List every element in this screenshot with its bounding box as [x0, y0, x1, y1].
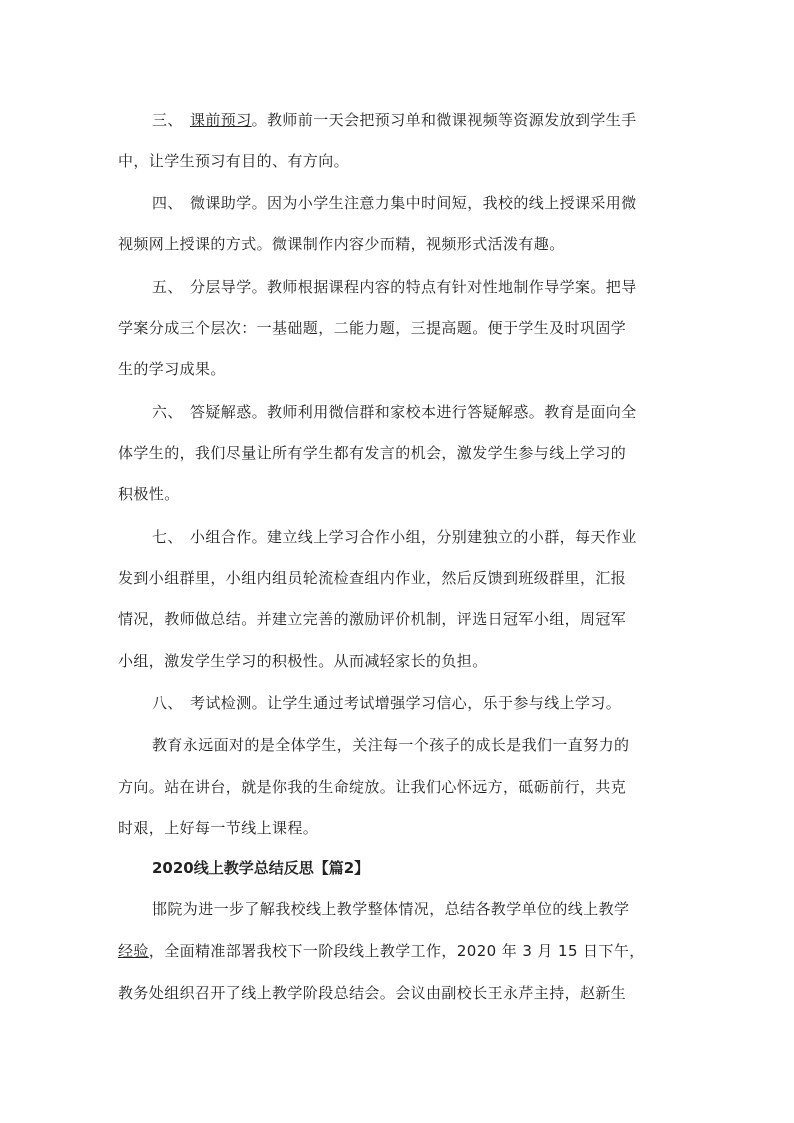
text-line: [152, 402, 637, 422]
text-segment: 。教师前一天会把预习单和微课视频等资源发放到学生手: [251, 111, 637, 129]
text-segment: 学案分成三个层次：一基础题，二能力题，三提高题。便于学生及时巩固学: [118, 319, 627, 337]
text-segment: 情况，教师做总结。并建立完善的激励评价机制，评选日冠军小组，周冠军: [118, 610, 627, 628]
item-number: 五、: [152, 278, 183, 296]
item-number: 六、: [152, 403, 183, 421]
text-segment: 中，让学生预习有目的、有方向。: [118, 152, 350, 170]
text-line: [152, 110, 637, 130]
text-line: [152, 693, 621, 713]
item-number: 七、: [152, 528, 183, 546]
text-line: [118, 651, 488, 671]
text-line: [118, 443, 626, 463]
text-line: [152, 527, 637, 547]
text-segment: 小组合作。建立线上学习合作小组，分别建独立的小群，每天作业: [190, 528, 637, 546]
text-line: [152, 277, 637, 297]
text-line: [118, 941, 645, 961]
text-line: [118, 568, 626, 588]
item-number: 八、: [152, 694, 183, 712]
item-number: 四、: [152, 194, 183, 212]
text-segment: 体学生的，我们尽量让所有学生都有发言的机会，激发学生参与线上学习的: [118, 444, 627, 462]
text-line: [118, 359, 226, 379]
text-line: [118, 818, 318, 838]
text-segment: 方向。站在讲台，就是你我的生命绽放。让我们心怀远方，砥砺前行，共克: [118, 778, 627, 796]
text-line: [152, 735, 629, 755]
text-segment: 时艰，上好每一节线上课程。: [118, 819, 319, 837]
text-segment: 视频网上授课的方式。微课制作内容少而精，视频形式活泼有趣。: [118, 235, 565, 253]
text-line: [118, 777, 626, 797]
text-line: [118, 318, 626, 338]
text-segment: 教育永远面对的是全体学生，关注每一个孩子的成长是我们一直努力的: [152, 736, 630, 754]
text-segment: 积极性。: [118, 485, 180, 503]
text-segment: ，全面精准部署我校下一阶段线上教学工作，2020 年 3 月 15 日下午，: [148, 942, 645, 960]
text-line: [118, 151, 349, 171]
text-line: [152, 899, 629, 919]
text-line: [118, 234, 565, 254]
text-segment: 教务处组织召开了线上教学阶段总结会。会议由副校长王永芹主持，赵新生: [118, 984, 627, 1002]
text-line: [118, 983, 626, 1003]
text-line: [118, 609, 626, 629]
text-segment: 微课助学。因为小学生注意力集中时间短，我校的线上授课采用微: [190, 194, 637, 212]
inline-link[interactable]: 课前预习: [190, 111, 252, 129]
text-segment: 生的学习成果。: [118, 360, 226, 378]
text-segment: 分层导学。教师根据课程内容的特点有针对性地制作导学案。把导: [190, 278, 637, 296]
text-segment: 发到小组群里，小组内组员轮流检查组内作业，然后反馈到班级群里，汇报: [118, 569, 627, 587]
text-segment: 考试检测。让学生通过考试增强学习信心，乐于参与线上学习。: [190, 694, 622, 712]
item-number: 三、: [152, 111, 183, 129]
text-segment: 小组，激发学生学习的积极性。从而减轻家长的负担。: [118, 652, 488, 670]
text-segment: 邯院为进一步了解我校线上教学整体情况，总结各教学单位的线上教学: [152, 900, 630, 918]
text-line: [152, 193, 637, 213]
text-line: [118, 484, 180, 504]
section-heading: 2020线上教学总结反思【篇2】: [152, 859, 370, 877]
inline-link[interactable]: 经验: [118, 942, 149, 960]
text-segment: 答疑解惑。教师利用微信群和家校本进行答疑解惑。教育是面向全: [190, 403, 637, 421]
